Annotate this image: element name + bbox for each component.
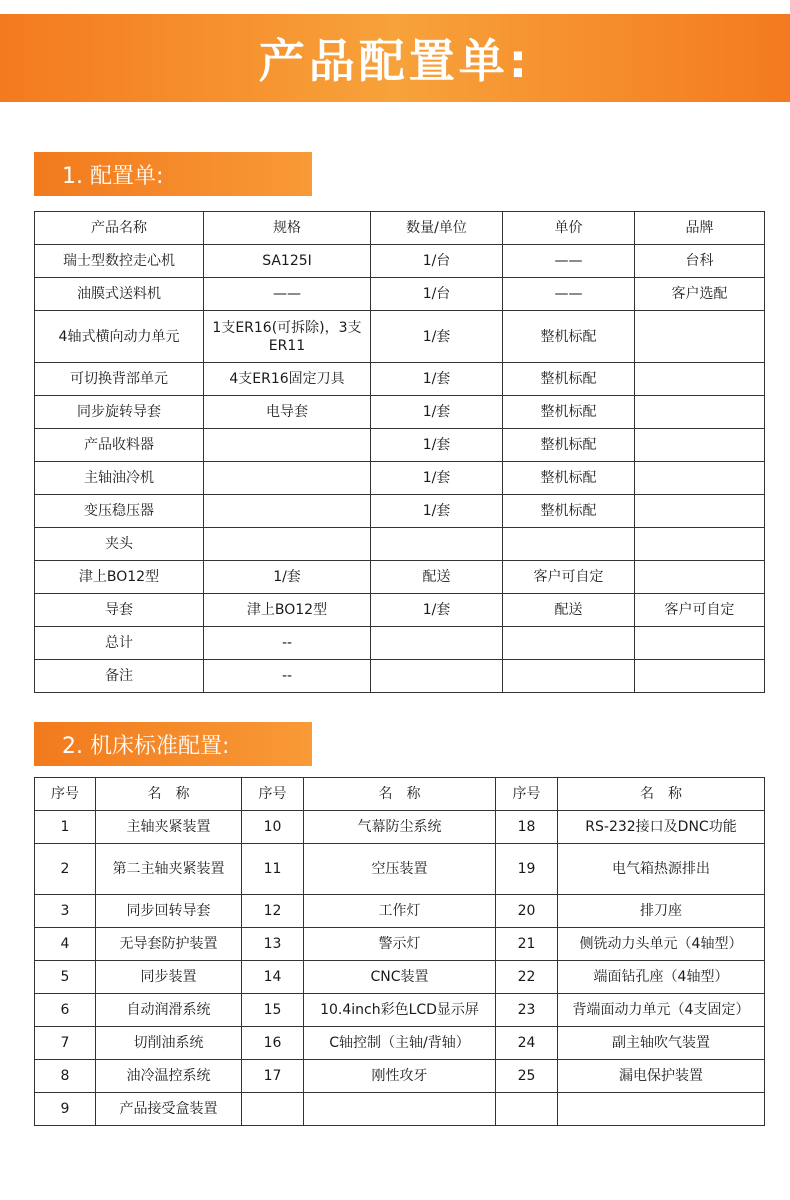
table-cell: 4支ER16固定刀具 [204,363,371,396]
column-header: 名 称 [304,778,496,811]
table-cell: 电导套 [204,396,371,429]
table-cell: 客户选配 [635,278,765,311]
table-cell: CNC装置 [304,961,496,994]
table-cell: 1/套 [371,363,503,396]
table-cell: 3 [35,895,96,928]
table-cell: 同步装置 [96,961,242,994]
table-cell [635,495,765,528]
table-cell: 变压稳压器 [35,495,204,528]
column-header: 序号 [496,778,558,811]
table-cell: 津上BO12型 [35,561,204,594]
table-cell [635,363,765,396]
table-cell: 自动润滑系统 [96,994,242,1027]
table-cell: 9 [35,1093,96,1126]
table-cell: 5 [35,961,96,994]
table-row [35,561,765,594]
table-cell: 背端面动力单元（4支固定） [558,994,765,1027]
table-cell [204,495,371,528]
table-cell: 18 [496,811,558,844]
table-cell [635,311,765,363]
table-cell [635,561,765,594]
table-cell [635,462,765,495]
table-cell: 导套 [35,594,204,627]
table-cell: 主轴夹紧装置 [96,811,242,844]
table-cell: 1/套 [371,462,503,495]
table-cell: 油膜式送料机 [35,278,204,311]
table-cell [371,660,503,693]
table-cell: 瑞士型数控走心机 [35,245,204,278]
table-cell [635,528,765,561]
table-cell [204,429,371,462]
table-cell: 7 [35,1027,96,1060]
table-cell: 油冷温控系统 [96,1060,242,1093]
table-cell: 侧铣动力头单元（4轴型） [558,928,765,961]
table-cell: 1/台 [371,278,503,311]
table-cell: 空压装置 [304,844,496,895]
table-cell: 副主轴吹气装置 [558,1027,765,1060]
table-cell [371,627,503,660]
column-header: 序号 [35,778,96,811]
table-cell: 1/套 [371,311,503,363]
table-header-row [35,212,765,245]
table-cell: 22 [496,961,558,994]
table-row [35,528,765,561]
table-cell: 4 [35,928,96,961]
table-cell: 1支ER16(可拆除)，3支ER11 [204,311,371,363]
table-cell: 1/套 [371,429,503,462]
table-cell [635,396,765,429]
table-cell: 第二主轴夹紧装置 [96,844,242,895]
table-cell [635,660,765,693]
table-cell: 23 [496,994,558,1027]
table-cell: 13 [242,928,304,961]
table-cell: 19 [496,844,558,895]
table-cell: 总计 [35,627,204,660]
table-row [35,429,765,462]
section-header-config: 1. 配置单: [34,152,312,196]
table-cell: 整机标配 [503,396,635,429]
table-cell: 漏电保护装置 [558,1060,765,1093]
table-cell [496,1093,558,1126]
table-cell: -- [204,660,371,693]
table-row [35,660,765,693]
table-cell: C轴控制（主轴/背轴） [304,1027,496,1060]
table-cell: 12 [242,895,304,928]
table-cell: 排刀座 [558,895,765,928]
table-cell: 10.4inch彩色LCD显示屏 [304,994,496,1027]
table-cell: 工作灯 [304,895,496,928]
table-cell: 16 [242,1027,304,1060]
table-cell: 24 [496,1027,558,1060]
table-cell: 21 [496,928,558,961]
table-cell: 整机标配 [503,462,635,495]
table-cell: 产品接受盒装置 [96,1093,242,1126]
table-cell: 15 [242,994,304,1027]
table-cell: 20 [496,895,558,928]
table-cell: SA125I [204,245,371,278]
table-cell: 1/套 [371,594,503,627]
table-row [35,895,765,928]
table-cell: 电气箱热源排出 [558,844,765,895]
table-cell [503,528,635,561]
table-cell [503,627,635,660]
table-cell: 11 [242,844,304,895]
table-row [35,627,765,660]
table-header-row [35,778,765,811]
table-row [35,311,765,363]
table-cell: 6 [35,994,96,1027]
table-cell [503,660,635,693]
column-header: 名 称 [558,778,765,811]
table-cell: 气幕防尘系统 [304,811,496,844]
table-cell: -- [204,627,371,660]
table-cell: 10 [242,811,304,844]
column-header: 序号 [242,778,304,811]
column-header: 数量/单位 [371,212,503,245]
table-row [35,811,765,844]
column-header: 产品名称 [35,212,204,245]
column-header: 名 称 [96,778,242,811]
table-cell: 整机标配 [503,429,635,462]
table-cell: 25 [496,1060,558,1093]
table-cell: 配送 [503,594,635,627]
table-cell: 津上BO12型 [204,594,371,627]
table-cell: 产品收料器 [35,429,204,462]
title-banner [0,14,790,102]
table-cell: 4轴式横向动力单元 [35,311,204,363]
column-header: 单价 [503,212,635,245]
table-cell: RS-232接口及DNC功能 [558,811,765,844]
table-row [35,363,765,396]
table-cell: 1/套 [371,495,503,528]
table-cell: 无导套防护装置 [96,928,242,961]
table-cell: 客户可自定 [635,594,765,627]
table-row [35,994,765,1027]
table-cell: 1/套 [371,396,503,429]
table-cell [242,1093,304,1126]
table-cell [304,1093,496,1126]
table-cell: 客户可自定 [503,561,635,594]
table-cell: 17 [242,1060,304,1093]
table-cell: 端面钻孔座（4轴型） [558,961,765,994]
table-cell: 2 [35,844,96,895]
table-cell: 可切换背部单元 [35,363,204,396]
table-cell: 14 [242,961,304,994]
table-cell [371,528,503,561]
table-cell [635,429,765,462]
table-row [35,396,765,429]
table-row [35,245,765,278]
page-title: 产品配置单: [258,34,532,88]
table-cell: 警示灯 [304,928,496,961]
table-cell [635,627,765,660]
table-cell: 备注 [35,660,204,693]
table-cell: 1/台 [371,245,503,278]
table-cell: —— [503,245,635,278]
table-cell: 同步旋转导套 [35,396,204,429]
table-cell [558,1093,765,1126]
section-header-standard: 2. 机床标准配置: [34,722,312,766]
table-cell: 整机标配 [503,311,635,363]
table-cell: 1/套 [204,561,371,594]
table-row [35,278,765,311]
table-row [35,594,765,627]
table-cell: —— [503,278,635,311]
table-row [35,495,765,528]
config-table [34,211,765,693]
table-row [35,462,765,495]
table-row [35,961,765,994]
table-cell: 夹头 [35,528,204,561]
column-header: 规格 [204,212,371,245]
standard-config-table [34,777,765,1126]
table-cell: 刚性攻牙 [304,1060,496,1093]
table-cell: 配送 [371,561,503,594]
table-cell [204,462,371,495]
table-cell: 整机标配 [503,363,635,396]
table-cell: 台科 [635,245,765,278]
table-row [35,928,765,961]
table-row [35,1027,765,1060]
table-cell: —— [204,278,371,311]
table-cell: 整机标配 [503,495,635,528]
table-cell: 1 [35,811,96,844]
table-row [35,844,765,895]
column-header: 品牌 [635,212,765,245]
table-cell: 同步回转导套 [96,895,242,928]
table-cell [204,528,371,561]
table-cell: 切削油系统 [96,1027,242,1060]
table-cell: 8 [35,1060,96,1093]
table-cell: 主轴油冷机 [35,462,204,495]
table-row [35,1093,765,1126]
table-row [35,1060,765,1093]
